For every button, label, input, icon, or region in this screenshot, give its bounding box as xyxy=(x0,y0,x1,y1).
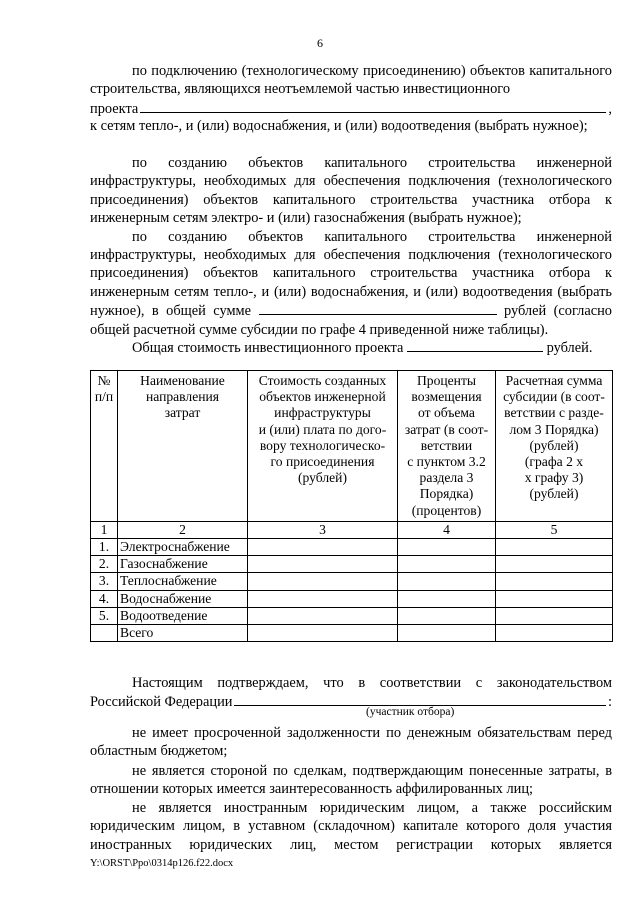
column-number: 1 xyxy=(91,521,118,538)
paragraph-connection-rest-text: к сетям тепло-, и (или) водоснабжения, и (или) водоотведения (выбрать нужное); xyxy=(90,118,588,135)
column-number: 2 xyxy=(118,521,248,538)
header-line: (графа 2 х xyxy=(524,454,584,470)
row-subsidy-cell xyxy=(496,539,613,556)
row-number: 1. xyxy=(91,539,118,556)
header-line: № xyxy=(97,373,111,388)
subsidy-table xyxy=(90,370,613,642)
list-item-text: не является стороной по сделкам, подтверждающим понесенные затраты, в отношении которых имеется заинтересованность аффилированных лиц; xyxy=(90,763,612,798)
row-subsidy-cell xyxy=(496,607,613,624)
header-line: от объема xyxy=(418,405,475,421)
row-cost-cell xyxy=(248,590,398,607)
header-line: с пунктом 3.2 xyxy=(407,454,486,470)
header-line: Расчетная сумма xyxy=(505,373,603,388)
header-col-number xyxy=(91,371,118,522)
paragraph-heat-water-end: рублей (согласно общей расчетной сумме субсидии по графе 4 приведенной ниже таблицы). xyxy=(90,303,613,338)
row-cost-cell xyxy=(248,625,398,642)
row-number xyxy=(91,625,118,642)
row-percent-cell xyxy=(398,556,496,573)
header-line: возмещения xyxy=(411,389,482,405)
header-line: (рублей) xyxy=(298,470,347,486)
row-cost-cell xyxy=(248,539,398,556)
column-number: 5 xyxy=(496,521,613,538)
header-line: инфраструктуры xyxy=(274,405,371,421)
table-row xyxy=(91,539,613,556)
header-col-direction xyxy=(118,371,248,522)
header-col-cost xyxy=(248,371,398,522)
paragraph-heat-water-text: по созданию объектов капитального строительства инженерной инфраструктуры, необходимых для обеспечения подключения (технологического присоединения) объектов капитального строительства участника отбора к инженерным сетям тепло-, и (или) водоснабжения, и (или) водоотведения (выбрать нужное), в общей сумме xyxy=(90,228,612,320)
header-line: направления xyxy=(145,389,220,405)
row-cost-cell xyxy=(248,573,398,590)
column-number-row xyxy=(91,521,613,538)
row-subsidy-cell xyxy=(496,573,613,590)
paragraph-connection-text: по подключению (технологическому присоединению) объектов капитального строительства, являющихся неотъемлемой частью инвестиционного xyxy=(90,63,612,98)
row-direction: Газоснабжение xyxy=(118,556,248,573)
list-item-text: не имеет просроченной задолженности по денежным обязательствам перед областным бюджетом; xyxy=(90,725,612,760)
header-line: х графу 3) xyxy=(524,470,584,486)
header-line: затрат xyxy=(164,405,201,421)
table-row xyxy=(91,573,613,590)
confirm-line1-text: Настоящим подтверждаем, что в соответствии с законодательством xyxy=(132,675,612,691)
total-sum-blank xyxy=(259,301,497,315)
table-row xyxy=(91,556,613,573)
header-line: (рублей) xyxy=(529,486,579,502)
header-line: затрат (в соот- xyxy=(404,421,489,437)
participant-blank xyxy=(234,692,606,706)
row-subsidy-cell xyxy=(496,625,613,642)
project-name-blank xyxy=(140,99,606,113)
confirm-line1 xyxy=(90,674,612,692)
row-number: 5. xyxy=(91,607,118,624)
header-line: го присоединения xyxy=(270,454,375,470)
table-row xyxy=(91,590,613,607)
row-number: 4. xyxy=(91,590,118,607)
row-number: 3. xyxy=(91,573,118,590)
row-direction: Всего xyxy=(118,625,248,642)
file-path-footer: Y:\ORST\Ppo\0314p126.f22.docx xyxy=(90,858,234,869)
header-line: (рублей) xyxy=(529,437,579,453)
header-line: раздела 3 xyxy=(419,470,474,486)
project-label: проекта xyxy=(90,100,139,117)
paragraph-electro-gas xyxy=(90,154,612,228)
column-number: 3 xyxy=(248,521,398,538)
list-item xyxy=(90,799,612,854)
table-total-row xyxy=(91,625,613,642)
header-line: Стоимость созданных xyxy=(258,373,387,388)
confirm-colon: : xyxy=(608,694,612,710)
list-item xyxy=(90,724,612,761)
table-header-row xyxy=(91,371,613,522)
project-comma: , xyxy=(608,100,612,117)
total-cost-blank xyxy=(407,338,543,352)
row-direction: Электроснабжение xyxy=(118,539,248,556)
header-line: ветствии с разде- xyxy=(504,405,604,421)
row-percent-cell xyxy=(398,573,496,590)
total-cost-unit: рублей. xyxy=(546,340,593,356)
paragraph-electro-gas-text: по созданию объектов капитального строительства инженерной инфраструктуры, необходимых для обеспечения подключения (технологического присоединения) объектов капитального строительства участника отбора к инженерным сетям электро- и (или) газоснабжения (выбрать нужное); xyxy=(90,155,612,227)
row-percent-cell xyxy=(398,625,496,642)
row-cost-cell xyxy=(248,556,398,573)
header-col-percent xyxy=(398,371,496,522)
row-percent-cell xyxy=(398,607,496,624)
header-line: объектов инженерной xyxy=(259,389,386,405)
header-line: субсидии (в соот- xyxy=(503,389,605,405)
header-line: Наименование xyxy=(140,373,225,388)
header-line: ветствии xyxy=(420,437,473,453)
paragraph-connection-rest xyxy=(90,117,612,135)
list-item xyxy=(90,762,612,799)
header-line: вору технологическо- xyxy=(259,437,386,453)
project-line xyxy=(90,99,612,118)
header-line: и (или) плата по дого- xyxy=(258,421,387,437)
row-number: 2. xyxy=(91,556,118,573)
table-row xyxy=(91,607,613,624)
confirm-line2 xyxy=(90,692,612,711)
list-item-text: не является иностранным юридическим лицом, а также российским юридическим лицом, в уставном (складочном) капитале которого доля участия иностранных юридических лиц, местом регистрации которых является xyxy=(90,800,612,853)
paragraph-total-cost xyxy=(90,338,612,357)
row-subsidy-cell xyxy=(496,590,613,607)
participant-caption: (участник отбора) xyxy=(366,706,455,718)
header-col-subsidy xyxy=(496,371,613,522)
row-percent-cell xyxy=(398,590,496,607)
total-cost-label: Общая стоимость инвестиционного проекта xyxy=(132,340,404,356)
row-percent-cell xyxy=(398,539,496,556)
row-direction: Водоотведение xyxy=(118,607,248,624)
header-line: лом 3 Порядка) xyxy=(509,421,599,437)
row-direction: Теплоснабжение xyxy=(118,573,248,590)
confirm-country-label: Российской Федерации xyxy=(90,694,233,710)
header-line: (процентов) xyxy=(411,502,482,518)
header-line: п/п xyxy=(94,389,114,405)
page-number: 6 xyxy=(317,36,323,50)
column-number: 4 xyxy=(398,521,496,538)
row-direction: Водоснабжение xyxy=(118,590,248,607)
row-cost-cell xyxy=(248,607,398,624)
header-line: Проценты xyxy=(416,373,477,388)
header-line: Порядка) xyxy=(419,486,474,502)
paragraph-heat-water xyxy=(90,228,612,339)
row-subsidy-cell xyxy=(496,556,613,573)
paragraph-connection xyxy=(90,62,612,99)
